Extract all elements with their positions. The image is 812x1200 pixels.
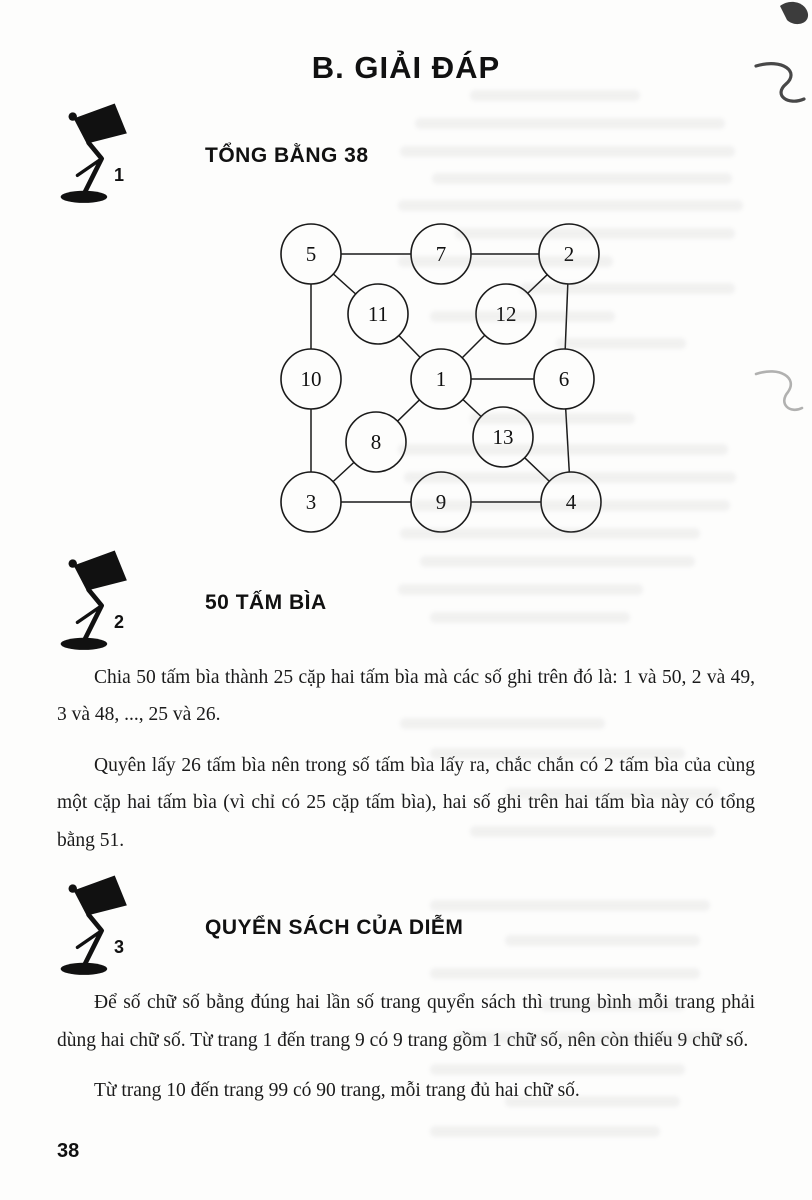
diagram-node-label: 7 bbox=[435, 242, 447, 266]
desk-lamp-icon bbox=[55, 872, 139, 978]
section-3-header bbox=[0, 872, 812, 980]
section-3-body bbox=[0, 980, 812, 1109]
diagram-node-label: 1 bbox=[435, 367, 447, 391]
desk-lamp-icon bbox=[55, 100, 139, 206]
paragraph: Chia 50 tấm bìa thành 25 cặp hai tấm bìa mà các số ghi trên đó là: 1 và 50, 2 và 49, 3 và 48, ..., 25 và 26. bbox=[57, 667, 755, 726]
diagram-node-label: 10 bbox=[300, 367, 322, 391]
page-number: 38 bbox=[57, 1140, 80, 1162]
section-heading: 50 TẤM BÌA bbox=[205, 591, 327, 614]
section-2-body bbox=[0, 655, 812, 859]
section-2-header bbox=[0, 547, 812, 655]
desk-lamp-icon bbox=[55, 547, 139, 653]
diagram-node-label: 3 bbox=[305, 490, 317, 514]
paragraph: Quyên lấy 26 tấm bìa nên trong số tấm bìa lấy ra, chắc chắn có 2 tấm bìa của cùng một cặp hai tấm bìa (vì chỉ có 25 cặp tấm bìa), hai số ghi trên hai tấm bìa này có tổng bằng 51. bbox=[57, 754, 755, 851]
diagram-node-label: 9 bbox=[435, 490, 447, 514]
diagram-node-label: 2 bbox=[563, 242, 575, 266]
diagram-node-label: 5 bbox=[305, 242, 317, 266]
show-through-line bbox=[430, 1126, 660, 1137]
diagram-node-label: 4 bbox=[565, 490, 577, 514]
section-number: 3 bbox=[114, 937, 125, 958]
paragraph: Từ trang 10 đến trang 99 có 90 trang, mỗi trang đủ hai chữ số. bbox=[94, 1080, 580, 1102]
sum-diagram bbox=[246, 214, 638, 539]
diagram-node-label: 13 bbox=[492, 425, 514, 449]
diagram-node-label: 12 bbox=[495, 302, 517, 326]
section-number: 1 bbox=[114, 165, 125, 185]
diagram-node-label: 8 bbox=[370, 430, 382, 454]
margin-doodle-icon bbox=[738, 362, 808, 452]
diagram-node-label: 6 bbox=[558, 367, 570, 391]
section-heading: TỔNG BẰNG 38 bbox=[205, 144, 369, 167]
paragraph: Để số chữ số bằng đúng hai lần số trang quyển sách thì trung bình mỗi trang phải dùng hai chữ số. Từ trang 1 đến trang 9 có 9 trang gồm 1 chữ số, nên còn thiếu 9 chữ số. bbox=[57, 992, 755, 1051]
section-number: 2 bbox=[114, 612, 125, 632]
page-title: B. GIẢI ĐÁP bbox=[311, 50, 501, 85]
diagram-node-label: 11 bbox=[367, 302, 389, 326]
section-heading: QUYỂN SÁCH CỦA DIỄM bbox=[205, 916, 464, 940]
section-1-header bbox=[0, 100, 812, 208]
